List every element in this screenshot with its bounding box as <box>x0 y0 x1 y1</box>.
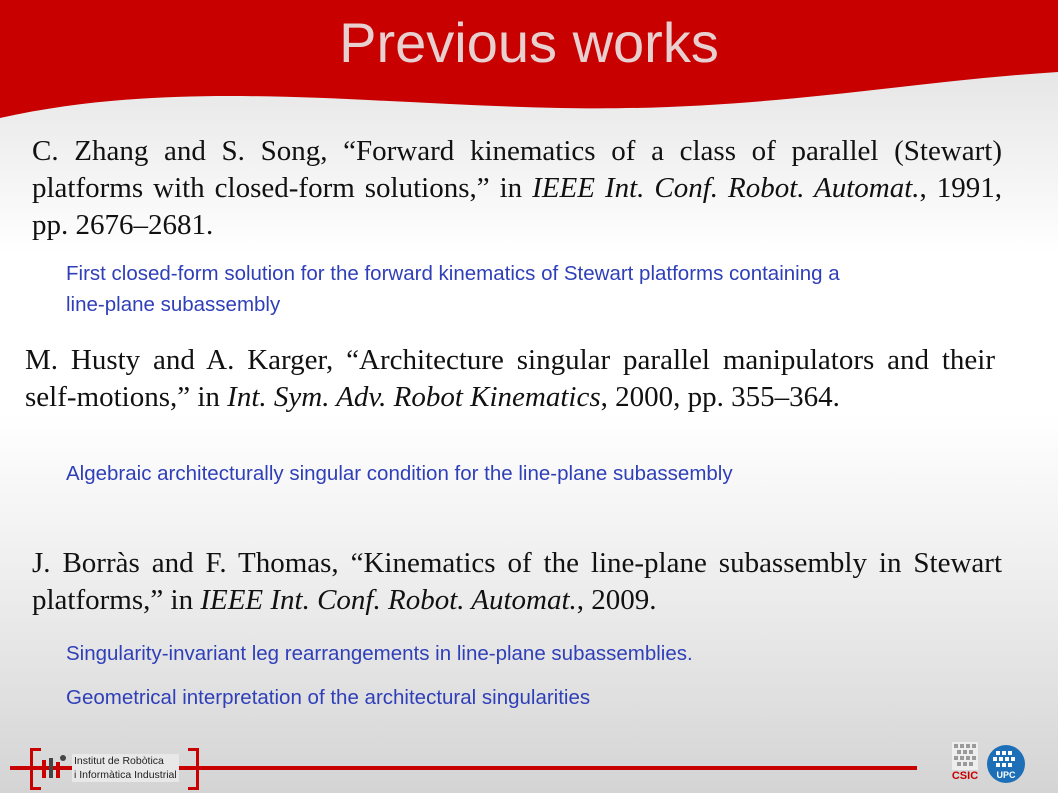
upc-label: UPC <box>996 770 1016 780</box>
institute-name <box>72 754 179 782</box>
reference-3-venue: IEEE Int. Conf. Robot. Automat. <box>200 584 577 616</box>
institute-line-1: Institut de Robòtica <box>74 755 164 767</box>
reference-3-details: , 2009. <box>576 584 657 616</box>
header-banner <box>0 0 1058 130</box>
iri-logo-icon <box>40 752 68 784</box>
reference-2-venue: Int. Sym. Adv. Robot Kinematics <box>227 381 601 413</box>
upc-logo <box>986 744 1026 784</box>
reference-3-authors-title: J. Borràs and F. Thomas, “Kinematics of the line-plane subassembly in Stewart platforms,” in <box>32 547 1002 616</box>
reference-2-authors-title: M. Husty and A. Karger, “Architecture singular parallel manipulators and their self-motions,” in <box>25 344 995 413</box>
csic-label: CSIC <box>951 770 979 782</box>
reference-1-details: , 1991, pp. 2676–2681. <box>32 172 1002 241</box>
reference-2-details: , 2000, pp. 355–364. <box>600 381 840 413</box>
reference-1 <box>32 133 1002 244</box>
reference-3-note-1: Singularity-invariant leg rearrangements in line-plane subassemblies. <box>66 642 693 665</box>
reference-1-authors-title: C. Zhang and S. Song, “Forward kinematics of a class of parallel (Stewart) platforms with closed-form solutions,” in <box>32 135 1002 204</box>
reference-3 <box>32 545 1002 619</box>
csic-logo <box>948 742 982 786</box>
institute-line-2: i Informàtica Industrial <box>74 769 177 781</box>
reference-1-venue: IEEE Int. Conf. Robot. Automat. <box>532 172 920 204</box>
csic-emblem-icon <box>952 742 978 770</box>
reference-2 <box>25 342 995 416</box>
footer-bracket-right <box>188 748 199 790</box>
reference-3-note-2: Geometrical interpretation of the architectural singularities <box>66 686 591 709</box>
slide-title: Previous works <box>339 11 719 74</box>
reference-1-note: First closed-form solution for the forward kinematics of Stewart platforms containing a line-plane subassembly <box>66 262 840 316</box>
reference-2-note: Algebraic architecturally singular condition for the line-plane subassembly <box>66 462 733 485</box>
